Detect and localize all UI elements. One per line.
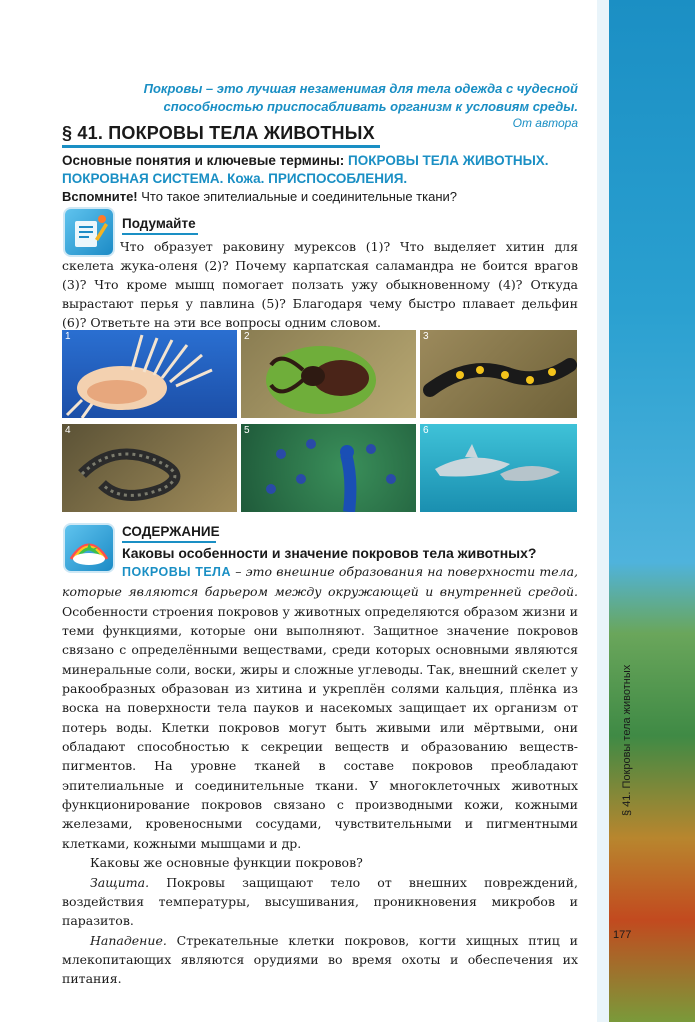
photo-1: [62, 330, 237, 418]
lead-term: ПОКРОВЫ ТЕЛА: [122, 565, 231, 579]
concepts-label: Основные понятия и ключевые термины:: [62, 153, 345, 168]
content-underline: [122, 541, 216, 543]
paragraph-4-text: Стрекательные клетки покровов, когти хищных птиц и млекопитающих являются орудиями во время охоты и обеспечения их питания.: [62, 932, 578, 987]
recall-text: Что такое эпителиальные и соединительные ткани?: [141, 189, 458, 204]
paragraph-1-text: Особенности строения покровов у животных определяются образом жизни и теми функциями, которые они выполняют. Защитное значение покровов связано с определёнными веществами, среди которых основными являются минеральные соли, воски, жиры и сложные углеводы. Так, внешний скелет у ракообразных образован из хитина и укреплён солями кальция, плёнка из воска на поверхности тела пауков и насекомых защищает их организм от потерь воды. Клетки покровов могут быть живыми или мёртвыми, они обладают способностью к секреции веществ и образованию веществ-пигментов. На уровне тканей в составе покровов преобладают эпителиальные и соединительные ткани. У многоклеточных животных функционирование покровов связано с производными кожи, кожными железами, кровеносными сосудами, чувствительными и пигментными клетками, кожными мышцами и др.: [62, 603, 578, 851]
section-heading: [62, 123, 582, 144]
paragraph-4: [62, 931, 578, 989]
photo-number: 3: [423, 331, 429, 342]
running-title-text: § 41. Покровы тела животных: [621, 664, 633, 816]
photo-number: 1: [65, 331, 71, 342]
paragraph-2: Каковы же основные функции покровов?: [90, 855, 363, 871]
paragraph-1: [62, 562, 578, 853]
content-title: СОДЕРЖАНИЕ: [122, 524, 220, 539]
lead-definition: – это внешние образования на поверхности тела, которые являются барьером между окружающей и внутренней средой.: [62, 564, 578, 600]
epigraph-line-2: способностью приспосабливать организм к условиям среды.: [163, 99, 578, 114]
photo-3: [420, 330, 577, 418]
page-number: 177: [613, 929, 632, 941]
paragraph-4-term: Нападение.: [90, 932, 167, 948]
concepts-terms: ПОКРОВЫ ТЕЛА ЖИВОТНЫХ. ПОКРОВНАЯ СИСТЕМА. Кожа. ПРИСПОСОБЛЕНИЯ.: [62, 153, 549, 186]
paragraph-3: [62, 873, 578, 931]
paragraph-3-text: Покровы защищают тело от внешних повреждений, воздействия температуры, высушивания, проникновения микробов и паразитов.: [62, 874, 578, 929]
epigraph-line-1: Покровы – это лучшая незаменимая для тела одежда с чудесной: [143, 81, 578, 96]
section-number: § 41.: [62, 123, 104, 143]
think-text: Что образует раковину мурексов (1)? Что выделяет хитин для скелета жука-оленя (2)? Почему карпатская саламандра не боится врагов (3)? Что кроме мышц помогает ползать ужу обыкновенному (4)? Откуда вырастают перья у павлина (5)? Благодаря чему быстро плавает дельфин (6)? Ответьте на эти все вопросы одним словом.: [62, 239, 578, 330]
section-title: ПОКРОВЫ ТЕЛА ЖИВОТНЫХ: [108, 123, 375, 143]
key-concepts: [62, 152, 582, 188]
heading-underline: [62, 145, 380, 148]
decorative-sidebar: [597, 0, 695, 1022]
photo-number: 2: [244, 331, 250, 342]
photo-2: [241, 330, 416, 418]
think-title: Подумайте: [122, 216, 196, 231]
photo-number: 4: [65, 425, 71, 436]
content-question: Каковы особенности и значение покровов тела животных?: [122, 545, 537, 561]
photo-5: [241, 424, 416, 512]
content-body: [62, 562, 578, 989]
think-underline: [122, 233, 198, 235]
paragraph-3-term: Защита.: [90, 874, 150, 890]
recall-block: [62, 188, 582, 206]
epigraph-author: От автора: [512, 116, 578, 130]
photo-number: 6: [423, 425, 429, 436]
running-title: [597, 640, 637, 820]
photo-4: [62, 424, 237, 512]
photo-6: [420, 424, 577, 512]
recall-label: Вспомните!: [62, 189, 138, 204]
photo-number: 5: [244, 425, 250, 436]
sidebar-strip: [597, 0, 609, 1022]
